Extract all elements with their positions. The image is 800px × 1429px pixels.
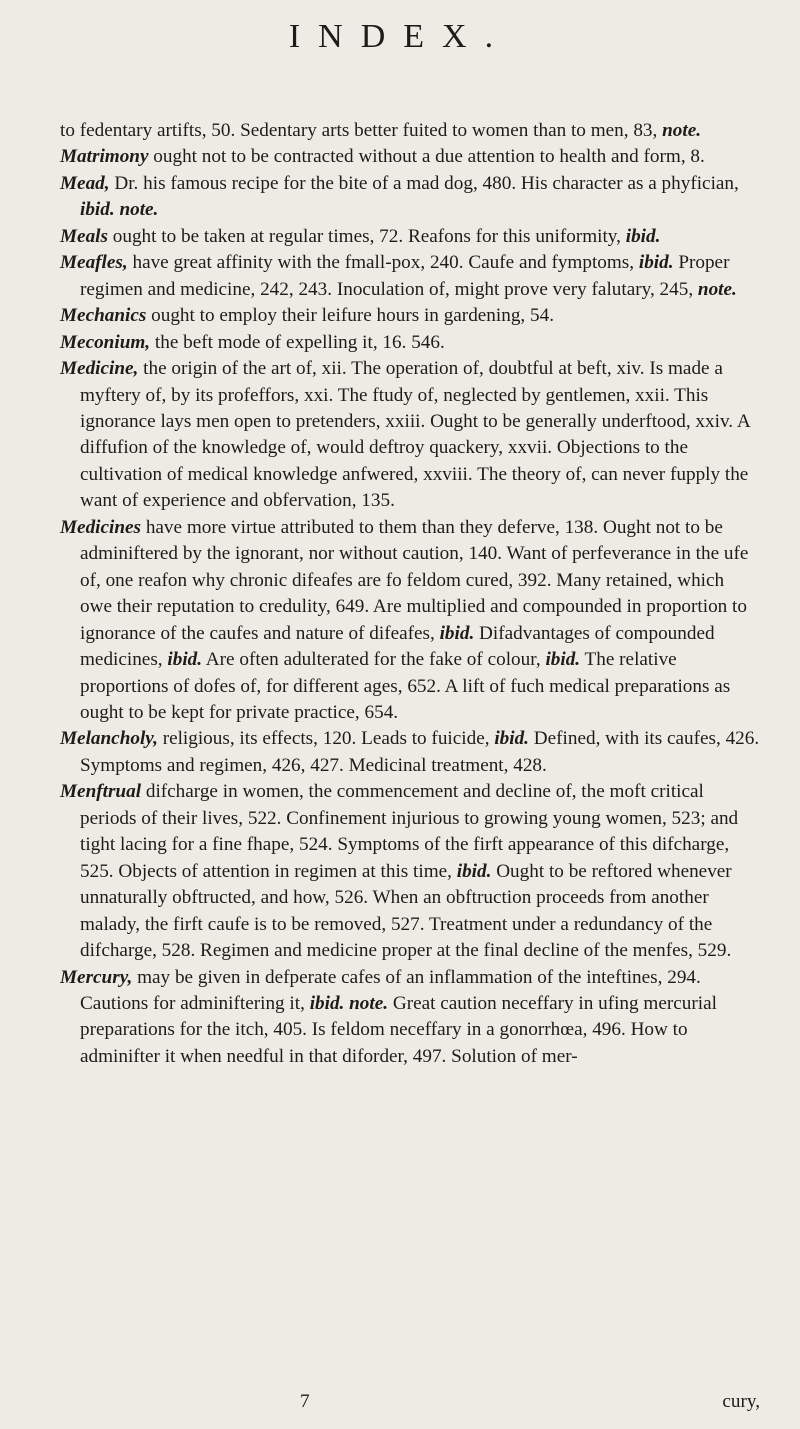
entry-text: Proper regimen and medicine, 242, 243. Inoculation of, might prove very falutary, 245, bbox=[80, 252, 730, 300]
reference-abbrev: ibid. note. bbox=[309, 992, 389, 1014]
index-entry bbox=[60, 965, 760, 1071]
index-term: Mercury, bbox=[60, 966, 133, 988]
index-entry bbox=[60, 779, 760, 964]
index-entry bbox=[60, 250, 760, 303]
index-entry bbox=[60, 330, 760, 356]
entry-text: ought not to be contracted without a due attention to health and form, 8. bbox=[148, 146, 705, 168]
entry-text: Are often adulterated for the fake of colour, bbox=[202, 649, 546, 671]
entry-text: Dr. his famous recipe for the bite of a mad dog, 480. His character as a phyfician, bbox=[109, 172, 739, 194]
index-term: Meconium, bbox=[60, 331, 151, 353]
index-entry bbox=[60, 224, 760, 250]
entry-text: Ought to be reftored whenever unnaturally obftructed, and how, 526. When an obftruction proceeds from another malady, the firft caufe is to be removed, 527. Treatment under a redundancy of the difcharge, 528. Regimen and medicine proper at the final decline of the menfes, 529. bbox=[80, 860, 732, 962]
catchword: cury, bbox=[722, 1391, 760, 1412]
entry-text: Great caution neceffary in ufing mercurial preparations for the itch, 405. Is feldom neceffary in a gonorrhœa, 496. How to adminifter it when needful in that diforder, 497. Solution of mer- bbox=[80, 992, 717, 1067]
entry-text: ought to employ their leifure hours in gardening, 54. bbox=[146, 305, 554, 327]
reference-abbrev: ibid. note. bbox=[80, 199, 159, 221]
entry-text: Defined, with its caufes, 426. Symptoms and regimen, 426, 427. Medicinal treatment, 428. bbox=[80, 728, 760, 776]
index-term: Medicines bbox=[60, 516, 142, 538]
index-entry bbox=[60, 171, 760, 224]
index-term: Mead, bbox=[60, 172, 110, 194]
reference-abbrev: ibid. bbox=[625, 225, 661, 247]
index-entry bbox=[60, 144, 760, 170]
entry-text: the beft mode of expelling it, 16. 546. bbox=[150, 331, 445, 353]
reference-abbrev: ibid. bbox=[167, 649, 203, 671]
index-term: Meals bbox=[60, 225, 108, 247]
index-term: Menftrual bbox=[60, 781, 142, 803]
entry-text: to fedentary artifts, 50. Sedentary arts better fuited to women than to men, 83, bbox=[60, 120, 663, 141]
reference-abbrev: note. bbox=[697, 278, 737, 300]
reference-abbrev: ibid. bbox=[494, 728, 529, 750]
index-entry bbox=[60, 726, 760, 779]
index-term: Matrimony bbox=[60, 146, 149, 168]
index-term: Melancholy, bbox=[60, 728, 158, 750]
index-body bbox=[60, 118, 760, 1070]
entry-text: have more virtue attributed to them than they deferve, 138. Ought not to be adminiftered by the ignorant, nor without caution, 140. Want of perfeverance in the ufe of, one reafon why chronic difeafes are fo feldom cured, 392. Many retained, which owe their reputation to credulity, 649. Are multiplied and compounded in proportion to ignorance of the caufes and nature of difeafes, bbox=[80, 516, 749, 644]
signature-mark: 7 bbox=[300, 1391, 310, 1412]
entry-text: religious, its effects, 120. Leads to fuicide, bbox=[157, 728, 495, 750]
index-entry bbox=[60, 515, 760, 727]
entry-text: may be given in defperate cafes of an inflammation of the inteftines, 294. Cautions for adminiftering it, bbox=[80, 966, 701, 1014]
reference-abbrev: note. bbox=[662, 120, 702, 141]
page-header: INDEX. bbox=[288, 18, 512, 55]
index-entry bbox=[60, 356, 760, 515]
entry-text: Difadvantages of compounded medicines, bbox=[80, 622, 715, 671]
entry-text: ought to be taken at regular times, 72. Reafons for this uniformity, bbox=[107, 225, 626, 247]
reference-abbrev: ibid. bbox=[456, 860, 492, 882]
reference-abbrev: ibid. bbox=[545, 649, 581, 671]
index-term: Medicine, bbox=[60, 358, 139, 380]
index-entry bbox=[60, 118, 760, 144]
index-term: Meafles, bbox=[60, 252, 128, 274]
reference-abbrev: ibid. bbox=[439, 622, 475, 644]
entry-text: have great affinity with the fmall-pox, 240. Caufe and fymptoms, bbox=[127, 252, 639, 274]
entry-text: difcharge in women, the commencement and decline of, the moft critical periods of their lives, 522. Confinement injurious to growing young women, 523; and tight lacing for a fine fhape, 524. Symptoms of the firft appearance of this difcharge, 525. Objects of attention in regimen at this time, bbox=[80, 781, 739, 882]
reference-abbrev: ibid. bbox=[638, 252, 674, 274]
entry-text: the origin of the art of, xii. The operation of, doubtful at beft, xiv. Is made a myftery of, by its profeffors, xxi. The ftudy of, neglected by gentlemen, xxii. This ignorance lays men open to pretenders, xxiii. Ought to be generally underftood, xxiv. A diffufion of the knowledge of, would deftroy quackery, xxvii. Objections to the cultivation of medical knowledge anfwered, xxviii. The theory of, can never fupply the want of experience and obfervation, 135. bbox=[80, 358, 750, 512]
index-entry bbox=[60, 303, 760, 329]
entry-text: The relative proportions of dofes of, for different ages, 652. A lift of fuch medical preparations as ought to be kept for private practice, 654. bbox=[80, 649, 731, 723]
index-term: Mechanics bbox=[60, 305, 147, 327]
